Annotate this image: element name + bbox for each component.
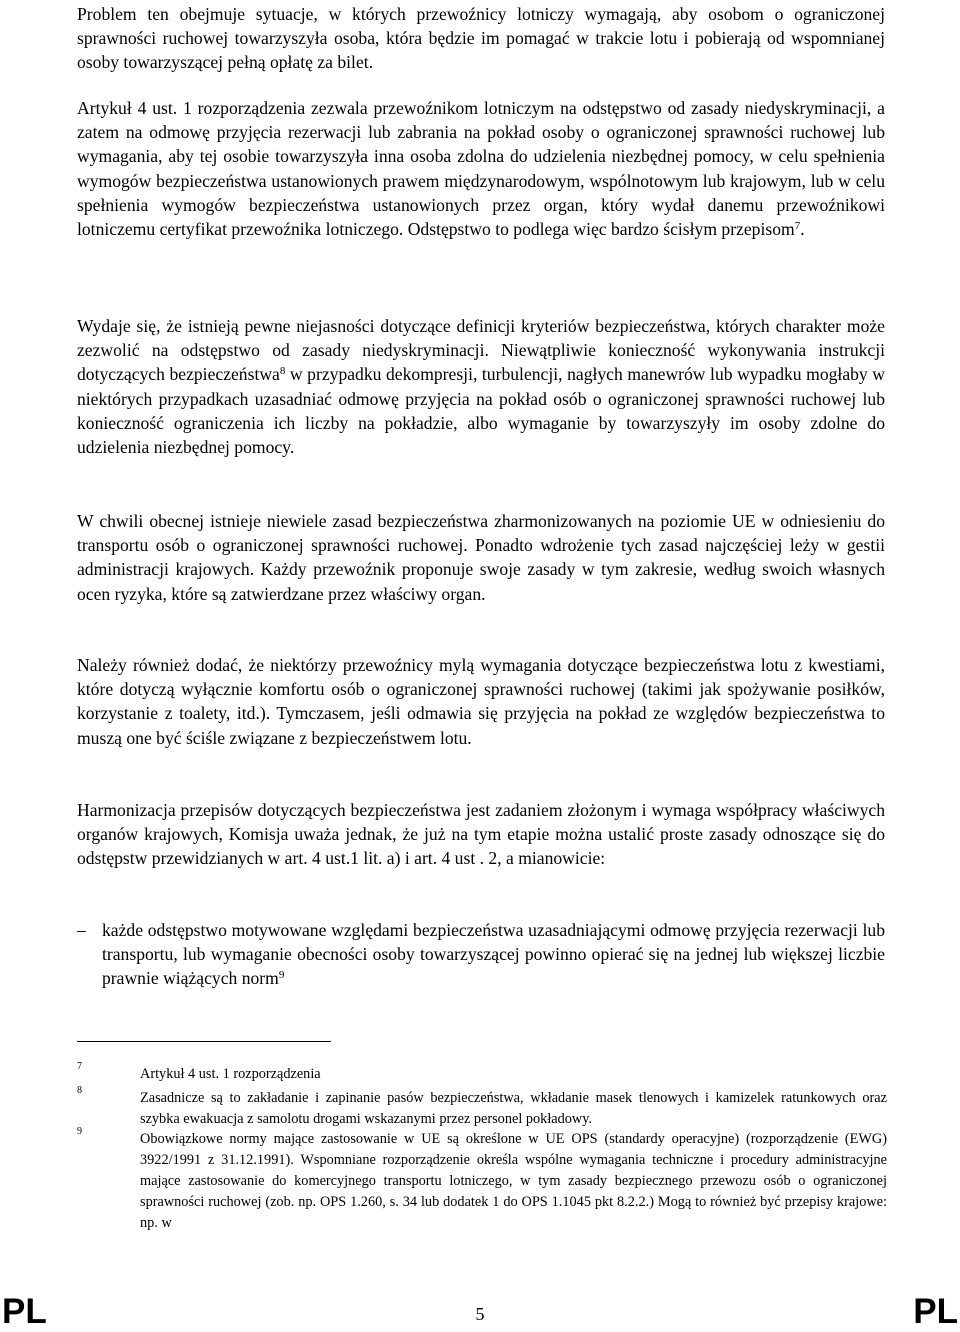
page-footer <box>0 1292 960 1332</box>
paragraph-2: Artykuł 4 ust. 1 rozporządzenia zezwala przewoźnikom lotniczym na odstępstwo od zasady niedyskryminacji, a zatem na odmowę przyjęcia rezerwacji lub zabrania na pokład osoby o ograniczonej sprawności ruchowej lub wymagania, aby tej osobie towarzyszyła inna osoba zdolna do udzielenia niezbędnej pomocy, w celu spełnienia wymogów bezpieczeństwa ustanowionych prawem międzynarodowym, wspólnotowym lub krajowym, lub w celu spełnienia wymogów bezpieczeństwa ustanowionych przez organ, który wydał danemu przewoźnikowi lotniczemu certyfikat przewoźnika lotniczego. Odstępstwo to podlega więc bardzo ścisłym przepisom$^7$. <box>77 98 885 240</box>
footnote-number: 8 <box>77 1084 82 1096</box>
footnote-ref-7[interactable]: 7 <box>794 220 801 233</box>
language-code-right: PL <box>913 1292 958 1331</box>
footnote-ref-9[interactable]: 9 <box>278 969 285 982</box>
footnote-ref-8[interactable]: 8 <box>279 365 286 378</box>
footnote-number: 7 <box>77 1061 82 1072</box>
footnote-8: 8 Zasadnicze są to zakładanie i zapinanie pasów bezpieczeństwa, wkładanie masek tlenowych i kamizelek ratunkowych oraz szybka ewakuacja z samolotu drogami wskazanymi przez personel pokładowy. <box>77 1088 887 1130</box>
footnote-separator <box>77 1041 331 1042</box>
paragraph-6: Harmonizacja przepisów dotyczących bezpieczeństwa jest zadaniem złożonym i wymaga współpracy właściwych organów krajowych, Komisja uważa jednak, że już na tym etapie można ustalić proste zasady odnoszące się do odstępstw przewidzianych w art. 4 ust.1 lit. a) i art. 4 ust . 2, a mianowicie: <box>77 800 885 869</box>
paragraph-1: Problem ten obejmuje sytuacje, w których przewoźnicy lotniczy wymagają, aby osobom o ograniczonej sprawności ruchowej towarzyszyła osoba, która będzie im pomagać w trakcie lotu i pobierają od wspomnianej osoby towarzyszącej pełną opłatę za bilet. <box>77 4 885 73</box>
language-code-left: PL <box>2 1292 47 1331</box>
paragraph-5: Należy również dodać, że niektórzy przewoźnicy mylą wymagania dotyczące bezpieczeństwa lotu z kwestiami, które dotyczą wyłącznie komfortu osób o ograniczonej sprawności ruchowej (takimi jak spożywanie posiłków, korzystanie z toalety, itd.). Tymczasem, jeśli odmawia się przyjęcia na pokład ze względów bezpieczeństwa to muszą one być ściśle związane z bezpieczeństwem lotu. <box>77 655 885 748</box>
dash-bullet-icon: – <box>77 920 86 940</box>
footnote-number: 9 <box>77 1126 82 1138</box>
bullet-item: – każde odstępstwo motywowane względami bezpieczeństwa uzasadniającymi odmowę przyjęcia rezerwacji lub transportu, lub wymaganie obecności osoby towarzyszącej powinno opierać się na jednej lub większej liczbie prawnie wiążących norm$^9$ <box>77 920 885 989</box>
page-number: 5 <box>475 1304 485 1324</box>
footnotes <box>77 1061 887 1233</box>
paragraph-4: W chwili obecnej istnieje niewiele zasad bezpieczeństwa zharmonizowanych na poziomie UE w odniesieniu do transportu osób o ograniczonej sprawności ruchowej. Ponadto wdrożenie tych zasad najczęściej leży w gestii administracji krajowych. Każdy przewoźnik proponuje swoje zasady w tym zakresie, według swoich własnych ocen ryzyka, które są zatwierdzane przez właściwy organ. <box>77 511 885 604</box>
footnote-9: 9 Obowiązkowe normy mające zastosowanie w UE są określone w UE OPS (standardy operacyjne) (rozporządzenie (EWG) 3922/1991 z 31.12.1991). Wspomniane rozporządzenie określa wspólne wymagania techniczne i procedury administracyjne mające zastosowanie do komercyjnego transportu lotniczego, w tym zasady bezpiecznego przewozu osób o ograniczonej sprawności ruchowej (zob. np. OPS 1.260, s. 34 lub dodatek 1 do OPS 1.1045 pkt 8.2.2.) Mogą to również być przepisy krajowe: np. w <box>77 1129 887 1233</box>
paragraph-3: Wydaje się, że istnieją pewne niejasności dotyczące definicji kryteriów bezpieczeństwa, których charakter może zezwolić na odstępstwo od zasady niedyskryminacji. Niewątpliwie konieczność wykonywania instrukcji dotyczących bezpieczeństwa$^8$ w przypadku dekompresji, turbulencji, nagłych manewrów lub wypadku mogłaby w niektórych przypadkach uzasadniać odmowę przyjęcia na pokład osób o ograniczonej sprawności ruchowej lub konieczność ograniczenia ich liczby na pokładzie, albo wymaganie by towarzyszyły im osoby zdolne do udzielenia niezbędnej pomocy. <box>77 316 885 458</box>
footnote-7: 7 Artykuł 4 ust. 1 rozporządzenia <box>77 1064 887 1085</box>
